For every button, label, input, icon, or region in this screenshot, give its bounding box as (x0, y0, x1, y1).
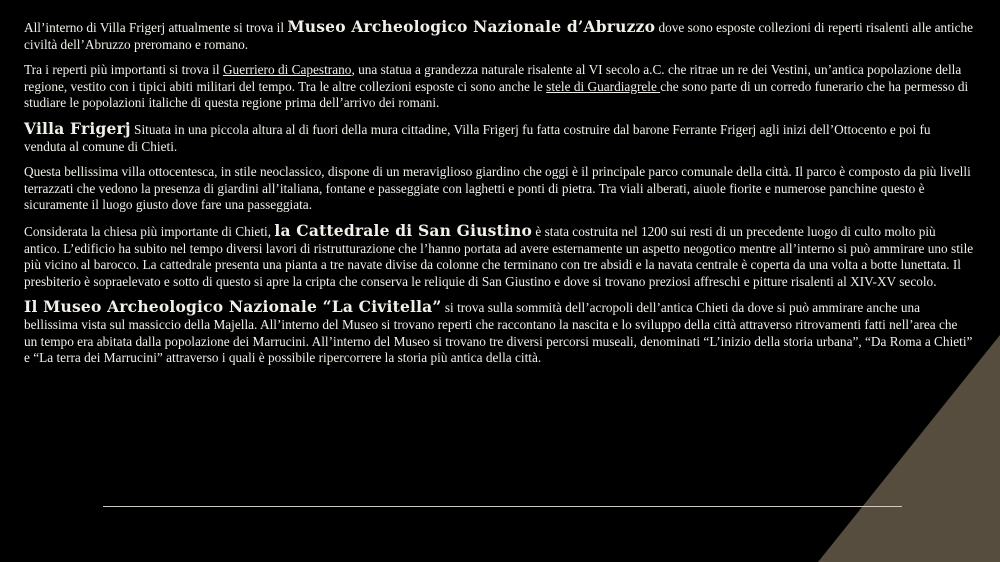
paragraph (24, 118, 974, 155)
highlighted-title: Villa Frigerj (24, 118, 131, 138)
body-text: si trova sulla sommità dell’acropoli dell’antica Chieti da dove si può ammirare anche una bellissima vista sul massiccio della Majella. All’interno del Museo si trovano reperti che raccontano la nascita e lo sviluppo della città attraverso ritrovamenti fatti nell’area che un tempo era abitata dalla popolazione dei Marrucini. All’interno del Museo si trovano tre diversi percorsi museali, denominati “L’inizio della storia urbana”, “Da Roma a Chieti” e “La terra dei Marrucini” attraverso i quali è possibile ripercorrere la storia più antica della città. (24, 300, 973, 366)
highlighted-title: Il Museo Archeologico Nazionale “La Civitella” (24, 297, 442, 317)
body-text: Tra i reperti più importanti si trova il (24, 62, 223, 78)
body-text: Questa bellissima villa ottocentesca, in stile neoclassico, dispone di un meraviglioso giardino che oggi è il principale parco comunale della città. Il parco è composto da più livelli terrazzati che vedono la presenza di giardini all’italiana, fontane e passeggiate con laghetti e ponti di pietra. Tra viali alberati, aiuole fiorite e numerose panchine questo è sicuramente il luogo giusto dove fare una passeggiata. (24, 164, 971, 213)
underlined-term: Guerriero di Capestrano (222, 62, 352, 78)
body-text: Considerata la chiesa più importante di Chieti, (24, 223, 275, 239)
text-body (24, 19, 974, 376)
highlighted-title: Museo Archeologico Nazionale d’Abruzzo (287, 17, 656, 36)
highlighted-title: la Cattedrale di San Giustino (274, 220, 533, 240)
body-text: Situata in una piccola altura al di fuori della mura cittadine, Villa Frigerj fu fatta costruire dal barone Ferrante Frigerj agli inizi dell’Ottocento e poi fu venduta al comune di Chieti. (24, 121, 931, 154)
body-text: è stata costruita nel 1200 sui resti di un precedente luogo di culto molto più antico. L’edificio ha subito nel tempo diversi lavori di ristrutturazione che l’hanno portata ad avere esternamente un aspetto neogotico mentre all’interno si può ammirare uno stile più vicino al barocco. La cattedrale presenta una pianta a tre navate divise da colonne che terminano con tre absidi e la navata centrale è coperta da una volta a botte lunettata. Il presbiterio è sopraelevato e sotto di questo si apre la cripta che conserva le reliquie di San Giustino e dove si trovano preziosi affreschi e pitture risalenti al XIV-XV secolo. (24, 223, 974, 289)
body-text: dove sono esposte collezioni di reperti risalenti alle antiche civiltà dell’Abruzzo preromano e romano. (24, 20, 974, 52)
body-text: , una statua a grandezza naturale risalente al VI secolo a.C. che ritrae un re dei Vestini, un’antica popolazione della regione, vestito con i tipici abiti militari del tempo. Tra le altre collezioni esposte ci sono anche le (24, 62, 962, 94)
paragraph (24, 220, 974, 290)
paragraph (24, 62, 974, 112)
underlined-term: stele di Guardiagrele (546, 78, 661, 94)
body-text: All’interno di Villa Frigerj attualmente si trova il (24, 20, 288, 35)
body-text: che sono parte di un corredo funerario che ha permesso di studiare le popolazioni italiche di questa regione prima dell’arrivo dei romani. (24, 78, 969, 111)
paragraph (24, 19, 974, 53)
paragraph (24, 164, 974, 214)
paragraph (24, 299, 974, 366)
footer-divider-line (103, 506, 902, 507)
